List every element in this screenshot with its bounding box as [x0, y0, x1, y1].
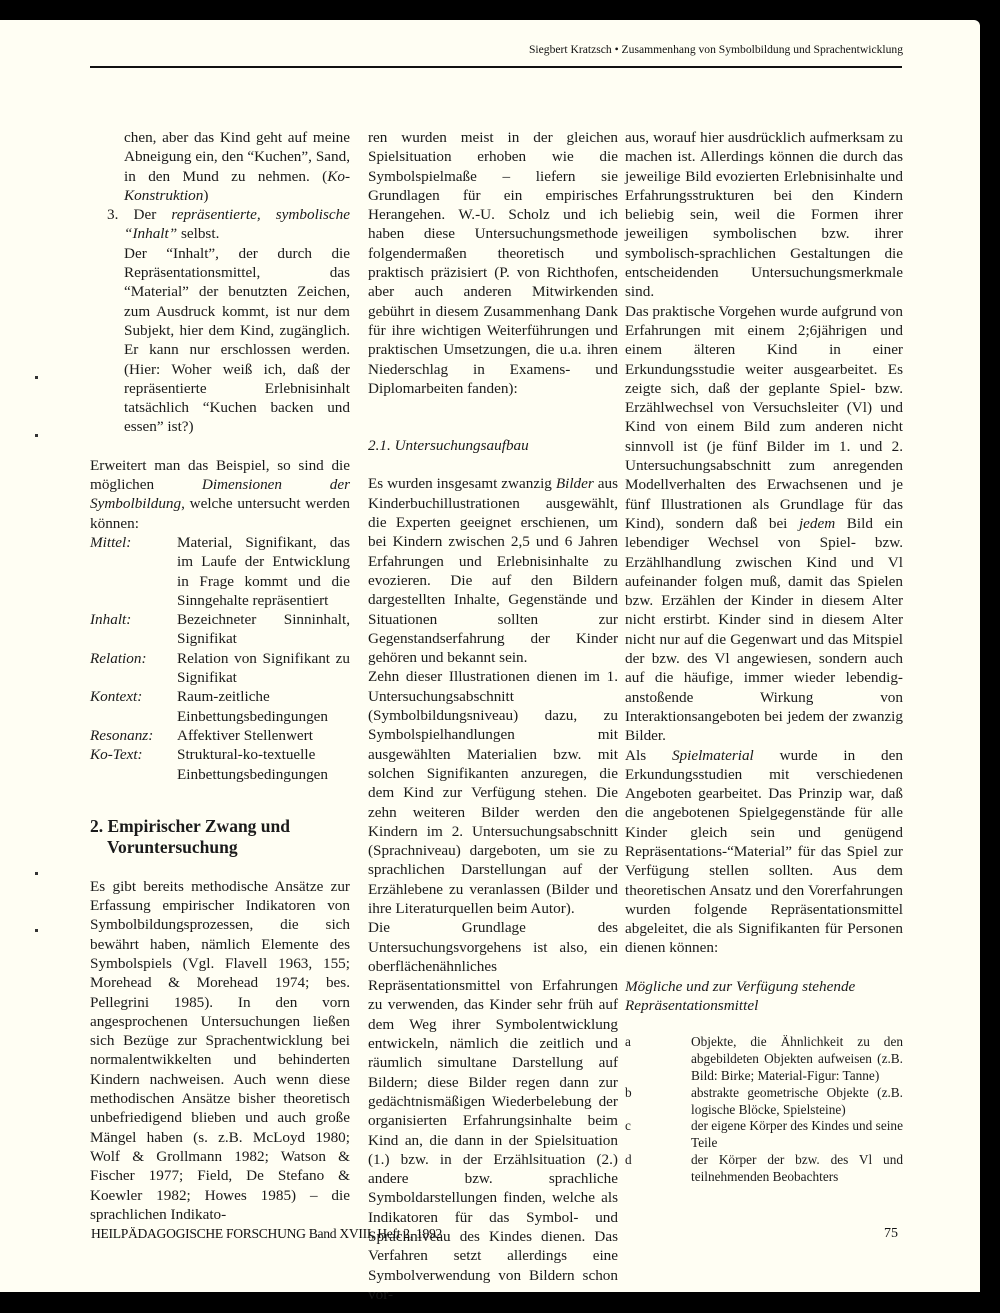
dimension-label: Kontext: [90, 688, 143, 706]
column-1 [90, 128, 350, 1224]
paragraph: aus, worauf hier ausdrücklich aufmerksam zu machen ist. Allerdings können die durch das jeweilige Bild evozierten Erlebnisinhalte und Erfahrungsstrukturen bei den Kindern beliebig sein, weil die Formen ihrer jeweiligen symbolischen bzw. ihrer symbolisch-sprachlichen Gestaltungen die entscheidenden Untersuchungsmerkmale sind. [625, 129, 903, 301]
dimension-text: Raum-zeitliche Einbettungsbedingungen [177, 688, 329, 725]
numbered-item-3: 3. Der repräsentierte, symbolische “Inhalt” selbst. [107, 206, 350, 243]
column-3 [625, 128, 903, 1186]
dimension-text: Affektiver Stellenwert [177, 726, 313, 744]
scan-speck [35, 434, 38, 437]
paragraph: Erweitert man das Beispiel, so sind die möglichen Dimensionen der Symbolbildung, welche untersucht werden können: [90, 456, 350, 532]
subsection-heading: 2.1. Untersuchungsaufbau [368, 437, 529, 455]
representation-list [625, 1034, 903, 1185]
paragraph: Es gibt bereits methodische Ansätze zur Erfassung empirischer Indikatoren von Symbolbildungsprozessen, die sich bewährt haben, nämlich Elemente des Symbolspiels (Vgl. Flavell 1963, 155; Morehead & Morehead 1974; bes. Pellegrini 1985). In den vorn angesprochenen Untersuchungen ließen sich Bezüge zur Sprachentwicklung bei normalentwikkelten und behinderten Kindern nachweisen. Auch wenn diese methodischen Ansätze bisher theoretisch unbefriedigend blieben und auch große Mängel haben (s. z.B. McLoyd 1980; Wolf & Grollmann 1982; Watson & Fischer 1977; Field, De Stefano & Koewler 1982; Howes 1985) – die sprachlichen Indikato- [90, 877, 350, 1223]
dimension-text: Relation von Signifikant zu Signifikat [177, 649, 350, 687]
paragraph: chen, aber das Kind geht auf meine Abneigung ein, den “Kuchen”, Sand, in den Mund zu nehmen. (Ko-Konstruktion) [124, 129, 350, 204]
list-item-text: abstrakte geometrische Objekte (z.B. logische Blöcke, Spielsteine) [691, 1084, 903, 1117]
paragraph: Als Spielmaterial wurde in den Erkundungsstudien mit verschiedenen Angeboten gearbeitet. Das Prinzip war, daß die angebotenen Spielgegenstände für alle Kinder gleich sein und genügend Repräsentations-“Material” für das Spiel zur Verfügung stellen sollten. Aus dem theoretischen Ansatz und den Vorerfahrungen wurden folgende Repräsentationsmittel abgeleitet, die als Signifikanten für Personen dienen können: [625, 746, 903, 957]
paragraph: Der “Inhalt”, der durch die Repräsentationsmittel, das “Material” der benutzten Zeichen, zum Ausdruck kommt, ist nur dem Subjekt, hier dem Kind, zugänglich. Er kann nur erschlossen werden. (Hier: Woher weiß ich, daß der repräsentierte Erlebnisinhalt tatsächlich “Kuchen backen und essen” ist?) [124, 244, 350, 436]
scan-speck [35, 872, 38, 875]
paragraph: Die Grundlage des Untersuchungsvorgehens ist also, ein oberflächenähnliches Repräsentationsmittel von Erfahrungen zu verwenden, das Kinder sehr früh auf dem Weg ihrer Symbolentwicklung entwickeln, nämlich die zeitlich und räumlich simultane Darstellung auf Bildern; diese Bilder regen dann zur gedächtnismäßigen Wiederbelebung der organisierten Erfahrungsinhalte beim Kind an, die dann in der Spielsituation (1.) bzw. in der Erzählsituation (2.) andere bzw. sprachliche Symboldarstellungen finden, welche als Indikatoren für das Symbol- und Sprachniveau des Kindes dienen. Das Verfahren setzt allerdings eine Symbolverwendung von Bildern schon vor- [368, 919, 618, 1303]
paragraph: Zehn dieser Illustrationen dienen im 1. Untersuchungsabschnitt (Symbolbildungsniveau) dazu, zu Symbolspielhandlungen mit ausgewählten Materialien bzw. mit solchen Signifikanten anzuregen, die dem Kind zur Verfügung stehen. Die zehn weiteren Bilder werden den Kindern im 2. Untersuchungsabschnitt (Sprachniveau) dargeboten, um sie zu sprachlichen Darstellungan auf der Erzählebene zu veranlassen (Bilder und ihre Literaturquellen beim Autor). [368, 668, 618, 917]
dimension-label: Inhalt: [90, 611, 132, 629]
scan-speck [35, 376, 38, 379]
dimension-label: Mittel: [90, 533, 132, 551]
journal-footer: HEILPÄDAGOGISCHE FORSCHUNG Band XVIII, Heft 2, 1992 [91, 1226, 442, 1241]
header-rule [90, 66, 902, 68]
list-item-key: d [625, 1151, 632, 1167]
list-item-key: b [625, 1084, 632, 1100]
paragraph: ren wurden meist in der gleichen Spielsituation erhoben wie die Symbolspielmaße – liefern sie Grundlagen für ein empirisches Herangehen. W.-U. Scholz und ich haben diese Untersuchungsmethode folgendermaßen theoretisch und praktisch präzisiert (P. von Richthofen, aber auch anderen Mitwirkenden gebührt in diesem Zusammenhang Dank für ihre wichtigen Weiterführungen und praktischen Umsetzungen, die u.a. ihren Niederschlag in Examens- und Diplomarbeiten fanden): [368, 129, 618, 397]
page-number: 75 [884, 1226, 898, 1241]
dimension-text: Material, Signifikant, das im Laufe der Entwicklung in Frage kommt und die Sinngehalte repräsentiert [177, 533, 350, 609]
dimension-label: Relation: [90, 649, 147, 667]
paragraph: Das praktische Vorgehen wurde aufgrund von Erfahrungen mit einem 2;6jährigen und einem älteren Kind in einer Erkundungsstudie weiter ausgearbeitet. Es zeigte sich, daß der geplante Spiel- bzw. Erzählwechsel von Versuchsleiter (Vl) und Kind von einem Bild zum anderen nicht sinnvoll ist (je fünf Bilder im 1. und 2. Untersuchungsabschnitt zum anregenden Modellverhalten des Erwachsenen und je fünf Illustrationen als Grundlage für das Kind), sondern daß bei jedem Bild ein lebendiger Wechsel von Spiel- bzw. Erzählhandlung zwischen Kind und Vl aufeinander folgen muß, damit das Spielen bzw. Erzählen der Kinder in diesem Alter nicht erstirbt. Kinder sind in diesem Alter nicht nur auf die Gegenwart und das Mitspiel der bzw. des Vl angewiesen, sondern auch auf die häufige, immer wieder lebendig-anstoßende Wirkung von Interaktionsangeboten bei jedem der zwanzig Bilder. [625, 302, 904, 745]
dimension-text: Bezeichneter Sinninhalt, Signifikat [177, 611, 350, 648]
dimension-text: Struktural-ko-textuelle Einbettungsbedingungen [177, 746, 329, 783]
paragraph: Es wurden insgesamt zwanzig Bilder aus Kinderbuchillustrationen ausgewählt, die Experten geeignet erschienen, um bei Kindern zwischen 2,5 und 6 Jahren Erfahrungen und Erlebnisinhalte zu evozieren. Die auf den Bildern dargestellten Inhalte, Gegenstände und Situationen sollten zur Gegenstandserfahrung der Kinder gehören und bekannt sein. [368, 475, 618, 667]
list-heading: Mögliche und zur Verfügung stehende Repräsentationsmittel [625, 977, 856, 1015]
list-item-text: Objekte, die Ähnlichkeit zu den abgebildeten Objekten aufweisen (z.B. Bild: Birke; Material-Figur: Tanne) [691, 1034, 903, 1083]
dimension-label: Ko-Text: [90, 746, 143, 764]
list-item-key: c [625, 1118, 631, 1134]
list-item-key: a [625, 1034, 631, 1050]
list-item-text: der eigene Körper des Kindes und seine Teile [691, 1118, 903, 1151]
dimension-label: Resonanz: [90, 726, 154, 744]
column-2 [368, 128, 618, 1304]
section-heading: 2. Empirischer Zwang und Voruntersuchung [90, 815, 290, 857]
scan-speck [35, 929, 38, 932]
running-header: Siegbert Kratzsch • Zusammenhang von Symbolbildung und Sprachentwicklung [528, 43, 903, 56]
dimensions-list [90, 533, 350, 784]
list-item-text: der Körper der bzw. des Vl und teilnehmenden Beobachters [691, 1151, 903, 1184]
